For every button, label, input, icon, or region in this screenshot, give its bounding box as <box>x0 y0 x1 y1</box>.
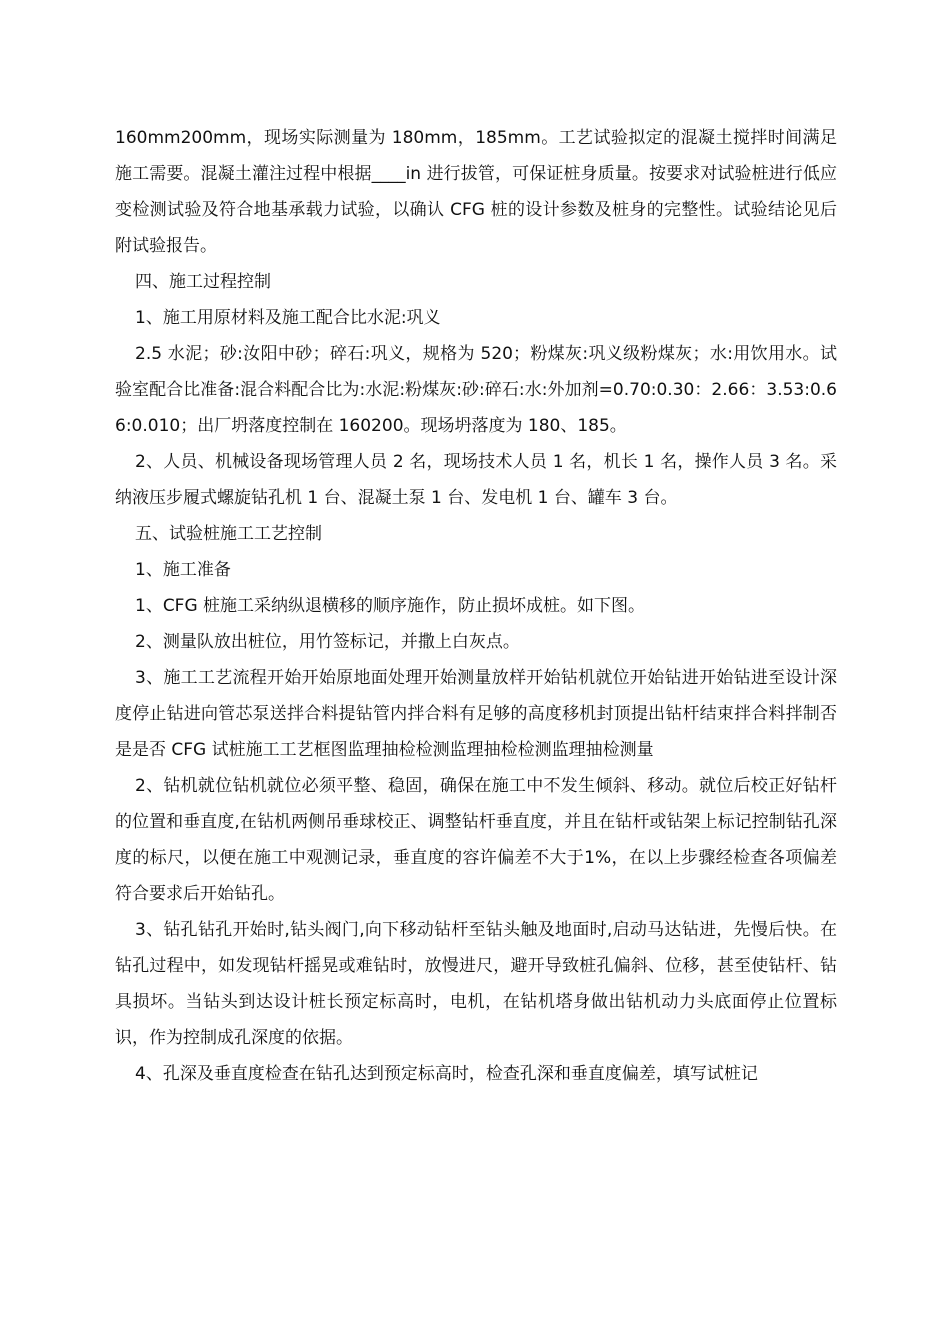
paragraph-mix-ratio: 2.5 水泥；砂:汝阳中砂；碎石:巩义，规格为 520；粉煤灰:巩义级粉煤灰；水:用饮用水。试验室配合比准备:混合料配合比为:水泥:粉煤灰:砂:碎石:水:外加剂=0.70:0.30：2.66：3.53:0.66:0.010；出厂坍落度控制在 160200。现场坍落度为 180、185。 <box>115 344 837 436</box>
paragraph-test-result: 160mm200mm，现场实际测量为 180mm，185mm。工艺试验拟定的混凝土搅拌时间满足施工需要。混凝土灌注过程中根据____in 进行拔管，可保证桩身质量。按要求对试验桩进行低应变检测试验及符合地基承载力试验，以确认 CFG 桩的设计参数及桩身的完整性。试验结论见后附试验报告。 <box>115 128 837 256</box>
paragraph-pile-layout: 2、测量队放出桩位，用竹签标记，并撒上白灰点。 <box>135 632 520 652</box>
paragraph-rig-positioning: 2、钻机就位钻机就位必须平整、稳固，确保在施工中不发生倾斜、移动。就位后校正好钻杆的位置和垂直度,在钻机两侧吊垂球校正、调整钻杆垂直度，并且在钻杆或钻架上标记控制钻孔深度的标尺，以便在施工中观测记录，垂直度的容许偏差不大于1%，在以上步骤经检查各项偏差符合要求后开始钻孔。 <box>115 776 837 904</box>
paragraph-depth-check: 4、孔深及垂直度检查在钻孔达到预定标高时，检查孔深和垂直度偏差，填写试桩记 <box>135 1064 758 1084</box>
paragraph-process-flow: 3、施工工艺流程开始开始原地面处理开始测量放样开始钻机就位开始钻进开始钻进至设计深度停止钻进向管芯泵送拌合料提钻管内拌合料有足够的高度移机封顶提出钻杆结束拌合料拌制否是是否 CFG 试桩施工工艺框图监理抽检检测监理抽检检测监理抽检测量 <box>115 668 837 760</box>
paragraph-drilling: 3、钻孔钻孔开始时,钻头阀门,向下移动钻杆至钻头触及地面时,启动马达钻进，先慢后快。在钻孔过程中，如发现钻杆摇晃或难钻时，放慢进尺，避开导致桩孔偏斜、位移，甚至使钻杆、钻具损坏。当钻头到达设计桩长预定标高时，电机，在钻机塔身做出钻机动力头底面停止位置标识，作为控制成孔深度的依据。 <box>115 920 837 1048</box>
section-heading-process-control: 四、施工过程控制 <box>135 272 271 292</box>
paragraph-construction-order: 1、CFG 桩施工采纳纵退横移的顺序施作，防止损坏成桩。如下图。 <box>135 596 646 616</box>
paragraph-preparation-heading: 1、施工准备 <box>135 560 231 580</box>
document-body <box>115 120 837 1092</box>
paragraph-materials-heading: 1、施工用原材料及施工配合比水泥:巩义 <box>135 308 441 328</box>
section-heading-trial-pile-process: 五、试验桩施工工艺控制 <box>135 524 322 544</box>
paragraph-personnel-equipment: 2、人员、机械设备现场管理人员 2 名，现场技术人员 1 名，机长 1 名，操作人员 3 名。采纳液压步履式螺旋钻孔机 1 台、混凝土泵 1 台、发电机 1 台、罐车 3 台。 <box>115 452 837 508</box>
